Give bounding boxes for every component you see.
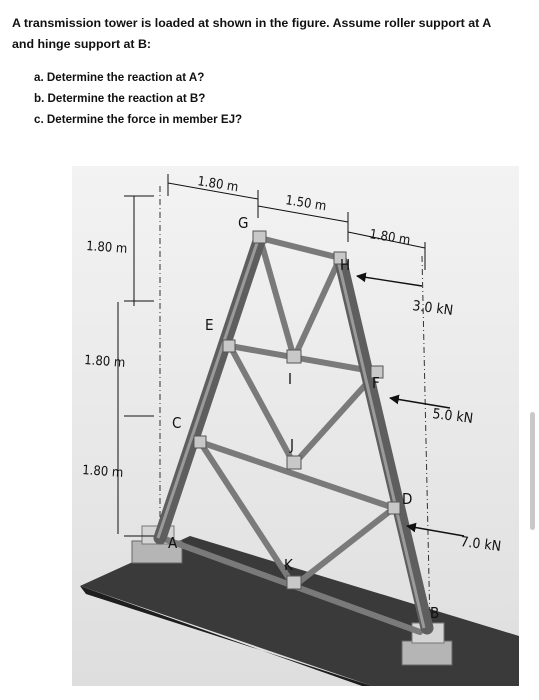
node-label-b: B	[430, 604, 440, 622]
page-scrollbar[interactable]	[530, 412, 535, 530]
dim-top-2: 1.50 m	[284, 193, 328, 215]
node-label-h: H	[340, 256, 351, 274]
load-label-7kn: 7.0 kN	[459, 534, 502, 555]
node-label-a: A	[168, 534, 178, 552]
question-b: b. Determine the reaction at B?	[34, 92, 206, 105]
dim-top-1: 1.80 m	[196, 174, 240, 196]
dim-top-3: 1.80 m	[368, 227, 412, 249]
dim-left-1: 1.80 m	[85, 239, 128, 257]
question-a: a. Determine the reaction at A?	[34, 71, 205, 84]
node-label-g: G	[238, 214, 249, 232]
node-label-k: K	[284, 556, 293, 574]
node-label-c: C	[172, 414, 182, 432]
tower-figure	[72, 166, 519, 686]
question-list	[34, 67, 242, 130]
load-label-3kn: 3.0 kN	[411, 298, 454, 319]
dim-left-2: 1.80 m	[83, 353, 126, 371]
dim-left-3: 1.80 m	[81, 463, 124, 481]
node-label-f: F	[372, 374, 380, 392]
load-label-5kn: 5.0 kN	[431, 406, 474, 427]
problem-statement: A transmission tower is loaded at shown in the figure. Assume roller support at A and hinge support at B:	[12, 16, 491, 51]
node-label-e: E	[205, 316, 214, 334]
question-c: c. Determine the force in member EJ?	[34, 113, 243, 126]
node-label-i: I	[288, 370, 292, 388]
node-label-d: D	[402, 490, 413, 508]
node-label-j: J	[290, 436, 294, 454]
